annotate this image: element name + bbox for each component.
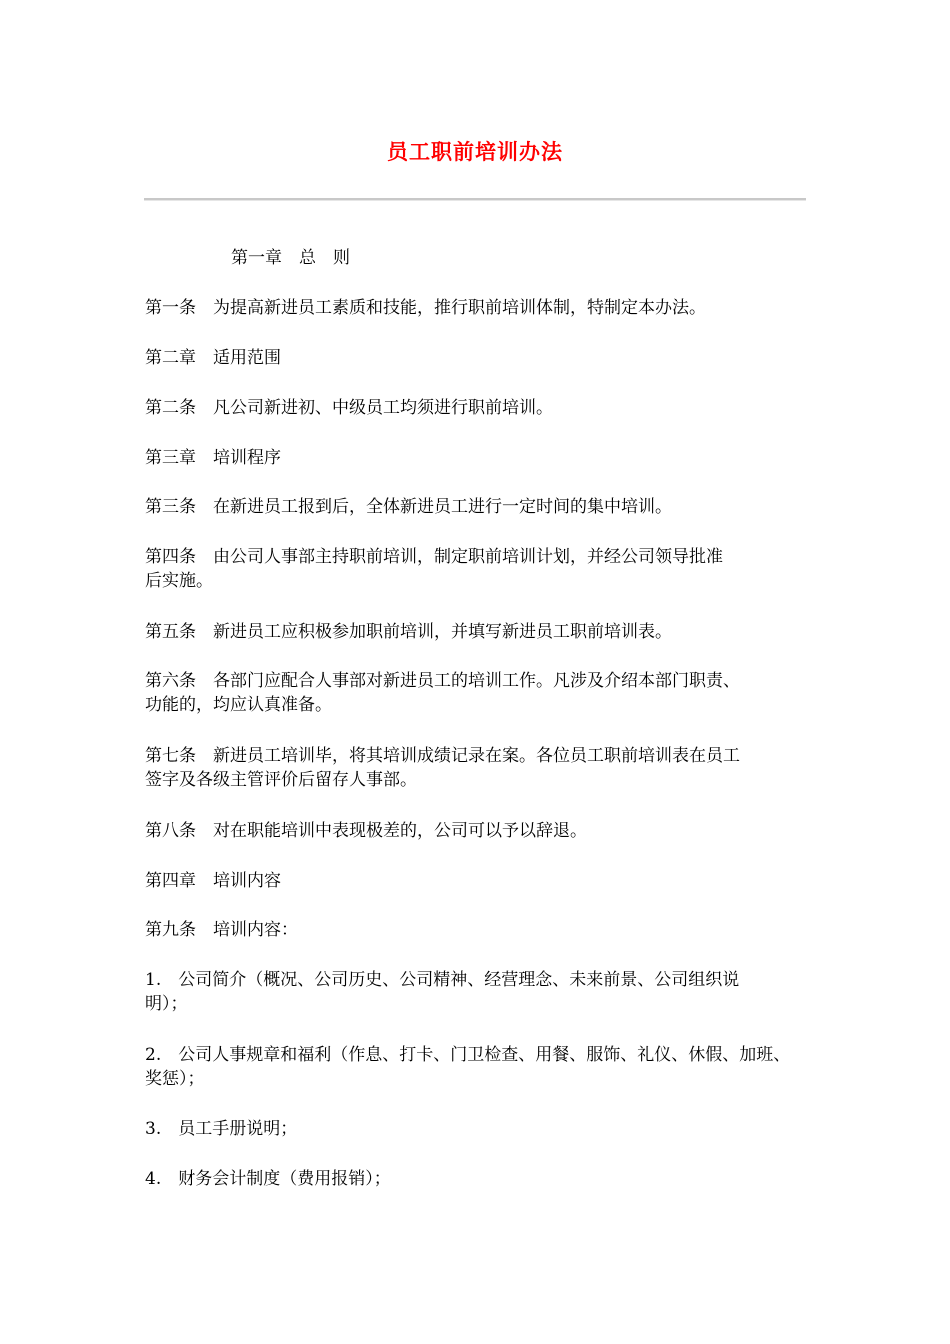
paragraph: 第九条 培训内容： xyxy=(145,920,298,940)
paragraph: 第五条 新进员工应积极参加职前培训，并填写新进员工职前培训表。 xyxy=(145,622,672,642)
document-title: 员工职前培训办法 xyxy=(387,140,563,164)
paragraph: 第八条 对在职能培训中表现极差的，公司可以予以辞退。 xyxy=(145,821,587,841)
paragraph: 第六条 各部门应配合人事部对新进员工的培训工作。凡涉及介绍本部门职责、 功能的，均应认真准备。 xyxy=(145,671,740,715)
paragraph: 第二章 适用范围 xyxy=(145,348,281,368)
paragraph: 第四章 培训内容 xyxy=(145,871,281,891)
paragraph: 第一条 为提高新进员工素质和技能，推行职前培训体制，特制定本办法。 xyxy=(145,298,706,318)
list-item: 4. 财务会计制度（费用报销）； xyxy=(145,1169,391,1189)
paragraph: 第二条 凡公司新进初、中级员工均须进行职前培训。 xyxy=(145,398,553,418)
list-item: 1. 公司简介（概况、公司历史、公司精神、经营理念、未来前景、公司组织说 明）； xyxy=(145,970,740,1014)
paragraph: 第七条 新进员工培训毕，将其培训成绩记录在案。各位员工职前培训表在员工 签字及各级主管评价后留存人事部。 xyxy=(145,746,740,790)
list-item: 2. 公司人事规章和福利（作息、打卡、门卫检查、用餐、服饰、礼仪、休假、加班、 奖惩）； xyxy=(145,1045,791,1089)
chapter-heading: 第一章 总 则 xyxy=(231,248,350,268)
title-divider xyxy=(144,198,806,201)
list-item: 3. 员工手册说明； xyxy=(145,1119,298,1139)
paragraph: 第四条 由公司人事部主持职前培训，制定职前培训计划，并经公司领导批准 后实施。 xyxy=(145,547,723,591)
paragraph: 第三条 在新进员工报到后，全体新进员工进行一定时间的集中培训。 xyxy=(145,497,672,517)
paragraph: 第三章 培训程序 xyxy=(145,448,281,468)
